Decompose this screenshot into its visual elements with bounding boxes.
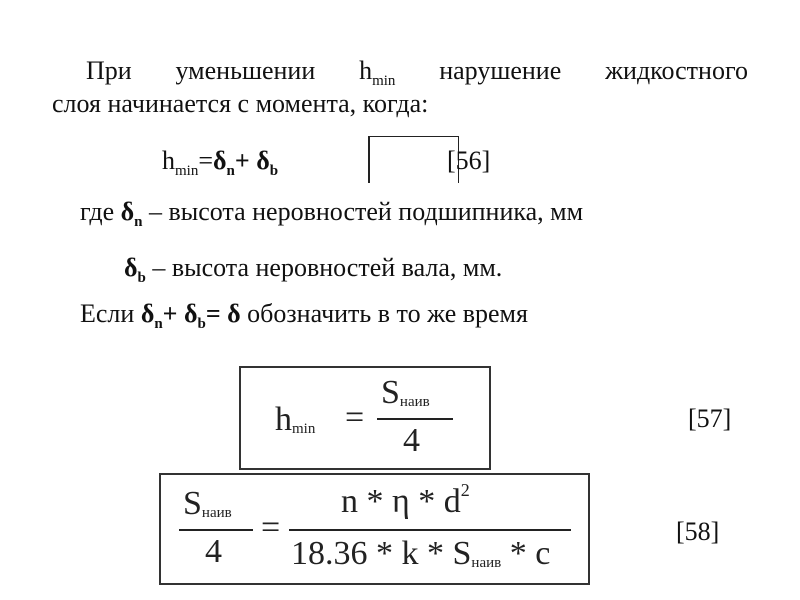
equation-56-frame [368, 136, 459, 183]
word-umensheniy: уменьшении [175, 56, 316, 85]
formula-58-rhs-numerator: n * η * $d^2$ [341, 480, 470, 520]
word-zhidkostnogo: жидкостного [605, 56, 748, 85]
word-narushenie: нарушение [439, 56, 562, 85]
formula-57-frame [239, 366, 491, 470]
formula-57-equals: = [345, 399, 365, 436]
formula-58-rhs-fraction-bar [289, 529, 571, 531]
word-pri: При [86, 56, 132, 85]
formula-57-ref: [57] [688, 404, 732, 433]
paragraph-line-1 [86, 56, 748, 89]
definition-delta-n: где $\delta_n$ – высота неровностей подшипника, мм [80, 197, 584, 230]
formula-58-lhs-numerator: $S_{наив}$ [183, 485, 232, 522]
paragraph-line-5: Если $\delta_n+ \delta_b= \delta$ обозначить в то же время [80, 299, 528, 332]
formula-57-lhs: $h_{min}$ [275, 401, 316, 438]
equation-56: $h_{min}=\delta_n+ \delta_b$ [162, 146, 279, 179]
formula-57-denominator: 4 [403, 422, 420, 459]
h-min-symbol: $h_{min}$ [359, 56, 396, 89]
equation-56-ref: [56] [447, 146, 491, 175]
formula-58-frame [159, 473, 590, 585]
paragraph-line-2: слоя начинается с момента, когда: [52, 89, 429, 118]
formula-58-lhs-fraction-bar [179, 529, 253, 531]
formula-58-lhs-denominator: 4 [205, 533, 222, 570]
formula-57-fraction-bar [377, 418, 453, 420]
formula-58-rhs-denominator: 18.36 * k * $S_{наив}$ * c [291, 535, 551, 572]
formula-58-ref: [58] [676, 517, 720, 546]
definition-delta-b: $\delta_b$ – высота неровностей вала, мм. [124, 253, 503, 286]
formula-57-numerator: $S_{наив}$ [381, 374, 430, 411]
formula-58-equals: = [261, 509, 281, 546]
